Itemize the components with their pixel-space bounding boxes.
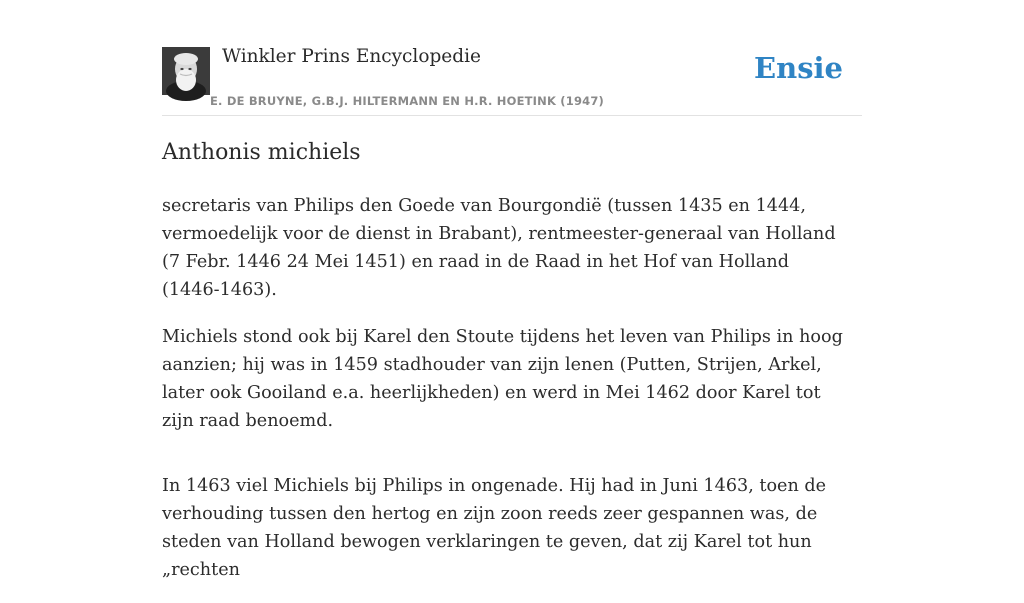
brand-logo-link[interactable]: Ensie [754,51,843,85]
article-paragraph: In 1463 viel Michiels bij Philips in ongenade. Hij had in Juni 1463, toen de verhouding tussen den hertog en zijn zoon reeds zeer gespannen was, de steden van Holland bewogen verklaringen te geven, dat zij Karel tot hun „rechten [162,476,827,580]
site-title[interactable]: Winkler Prins Encyclopedie [222,46,481,67]
article-paragraph: secretaris van Philips den Goede van Bourgondië (tussen 1435 en 1444, vermoedelijk voor de dienst in Brabant), rentmeester-generaal van Holland (7 Febr. 1446 24 Mei 1451) en raad in de Raad in het Hof van Holland (1446-1463). [162,196,836,300]
authors-line: E. DE BRUYNE, G.B.J. HILTERMANN EN H.R. HOETINK (1947) [210,94,605,108]
header-divider [162,115,862,116]
article-body [162,192,852,603]
bearded-man-portrait-icon [162,47,210,95]
article-title: Anthonis michiels [162,140,361,165]
author-avatar [162,47,210,95]
article-paragraph: Michiels stond ook bij Karel den Stoute tijdens het leven van Philips in hoog aanzien; hij was in 1459 stadhouder van zijn lenen (Putten, Strijen, Arkel, later ook Gooiland e.a. heerlijkheden) en werd in Mei 1462 door Karel tot zijn raad benoemd. [162,327,843,431]
